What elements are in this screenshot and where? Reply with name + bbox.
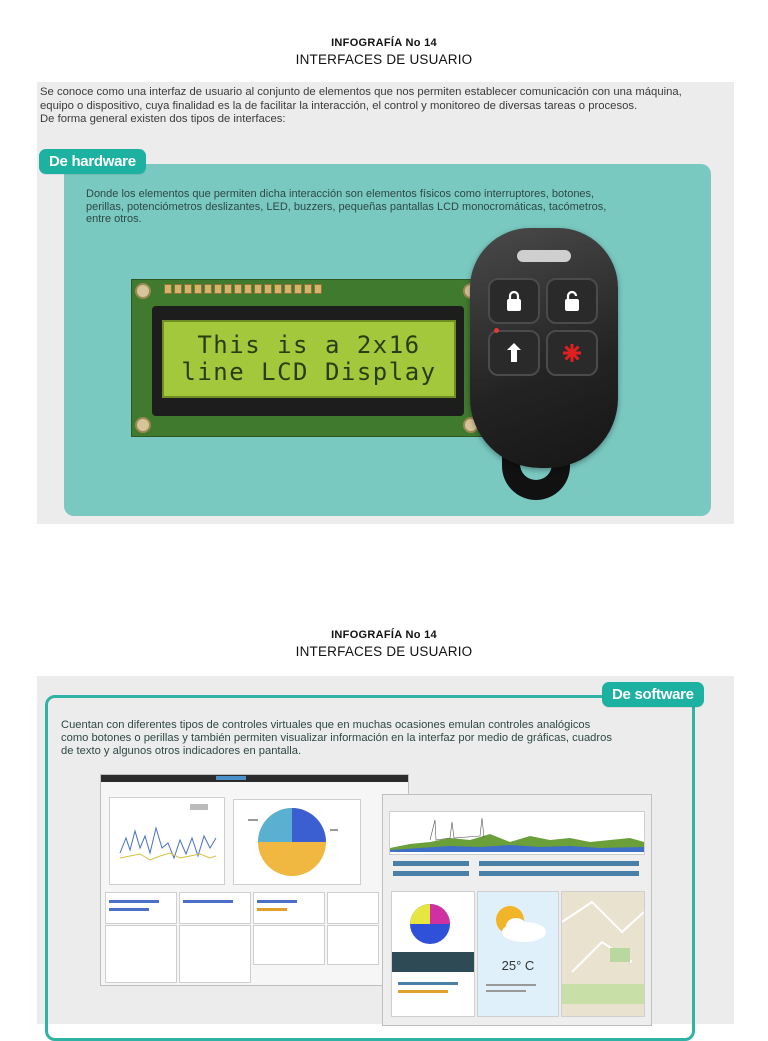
description-line: entre otros. [86, 213, 142, 225]
status-led [494, 328, 499, 333]
description-line: de texto y algunos otros indicadores en pantalla. [61, 745, 302, 757]
software-description [61, 719, 701, 758]
sun-cloud-icon [478, 892, 558, 952]
trunk-icon [488, 330, 540, 376]
pie-chart-thumbnail [233, 799, 361, 885]
page-title: INTERFACES DE USUARIO [295, 644, 473, 659]
supertitle: INFOGRAFÍA No 14 [331, 37, 437, 49]
hardware-panel [37, 82, 734, 524]
area-chart-thumbnail [389, 811, 645, 855]
lcd-line: line LCD Display [181, 358, 437, 386]
page-header-2 [0, 629, 768, 659]
hardware-description [86, 188, 706, 226]
intro-line: De forma general existen dos tipos de interfaces: [40, 113, 286, 125]
lock-icon [488, 278, 540, 324]
remote-keyfob [470, 228, 618, 468]
page-header-1 [0, 37, 768, 67]
mount-hole [135, 283, 151, 299]
toolbar [101, 775, 408, 782]
donut-chart-thumbnail [391, 891, 475, 1017]
temperature-label: 25° C [501, 958, 535, 973]
software-panel [37, 676, 734, 1024]
description-line: como botones o perillas y también permiten visualizar información en la interfaz por medio de gráficas, cuadros [61, 732, 612, 744]
lcd-screen [162, 320, 456, 398]
intro-text [40, 86, 734, 127]
hardware-badge: De hardware [39, 149, 146, 174]
software-badge: De software [602, 682, 704, 707]
app-screenshot [382, 794, 652, 1026]
map-thumbnail [561, 891, 645, 1017]
led-slot [517, 250, 571, 262]
description-line: Cuentan con diferentes tipos de controles virtuales que en muchas ocasiones emulan controles analógicos [61, 719, 591, 731]
unlock-icon [546, 278, 598, 324]
lcd-line: This is a 2x16 [197, 331, 421, 359]
supertitle: INFOGRAFÍA No 14 [331, 629, 437, 641]
lcd-module [131, 279, 483, 437]
line-chart-thumbnail [109, 797, 225, 885]
mount-hole [135, 417, 151, 433]
description-line: Donde los elementos que permiten dicha interacción son elementos físicos como interruptores, botones, [86, 188, 595, 200]
intro-line: Se conoce como una interfaz de usuario al conjunto de elementos que nos permiten establecer comunicación con una máquina, [40, 86, 682, 98]
weather-widget [477, 891, 559, 1017]
intro-line: equipo o dispositivo, cuya finalidad es la de facilitar la interacción, el control y monitoreo de diversas tareas o procesos. [40, 99, 638, 112]
page-title: INTERFACES DE USUARIO [295, 52, 473, 67]
panic-icon [546, 330, 598, 376]
dashboard-screenshot [100, 774, 409, 986]
description-line: perillas, potenciómetros deslizantes, LED, buzzers, pequeñas pantallas LCD monocromáticas, tacómetros, [86, 200, 607, 213]
